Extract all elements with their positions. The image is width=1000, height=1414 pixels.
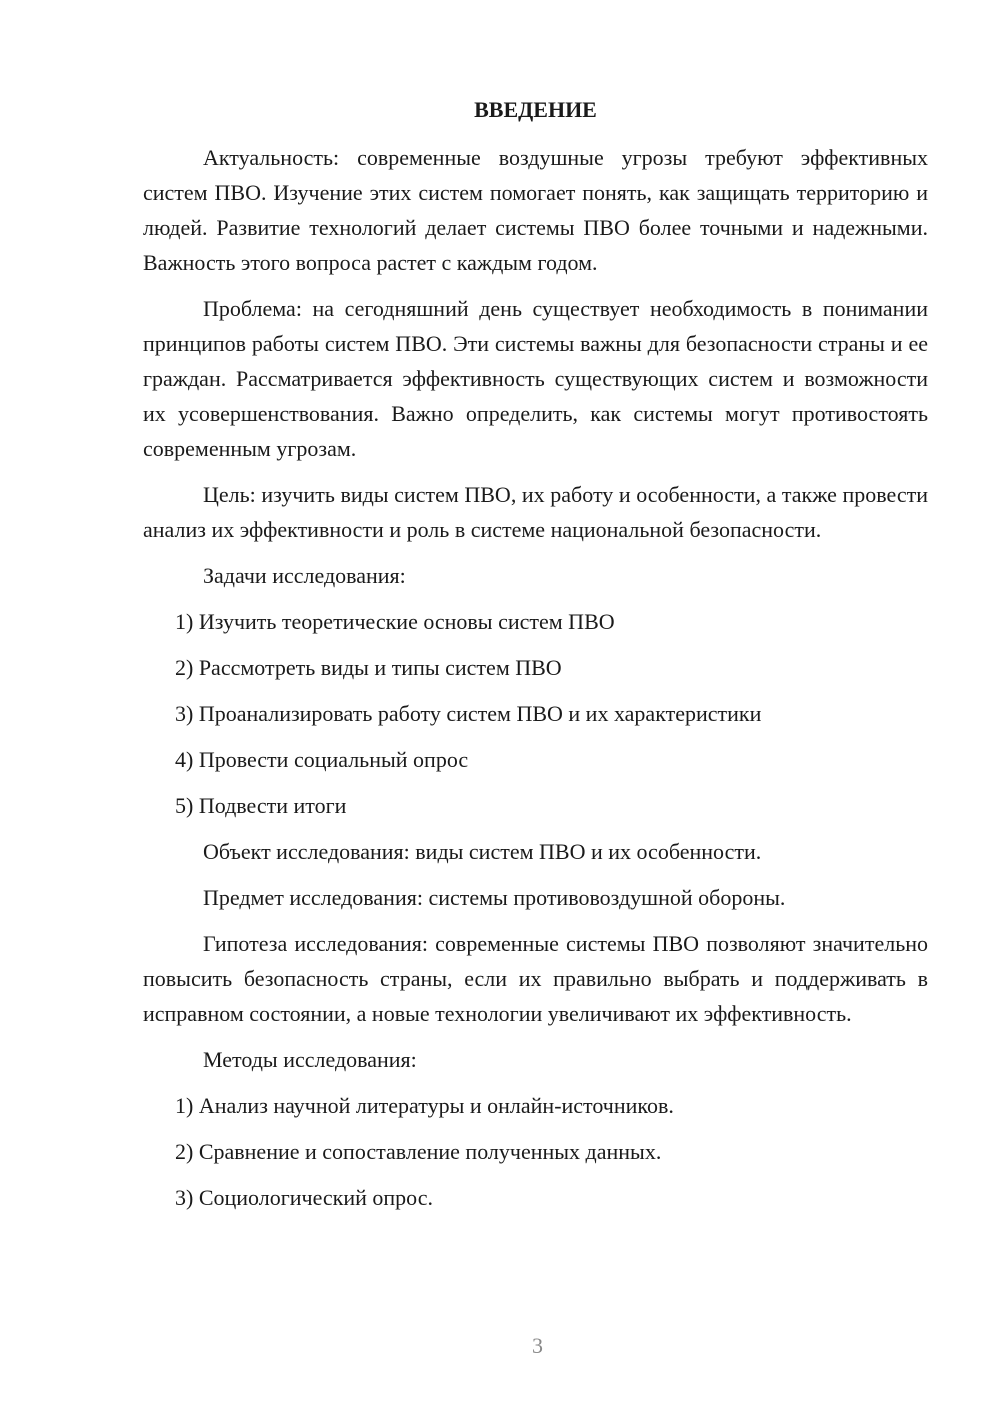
task-item: 4) Провести социальный опрос bbox=[175, 747, 469, 772]
task-item: 2) Рассмотреть виды и типы систем ПВО bbox=[175, 655, 562, 680]
task-item: 3) Проанализировать работу систем ПВО и их характеристики bbox=[175, 701, 762, 726]
goal-paragraph: Цель: изучить виды систем ПВО, их работу и особенности, а также провести анализ их эффективности и роль в системе национальной безопасности. bbox=[143, 482, 928, 542]
task-item: 5) Подвести итоги bbox=[175, 793, 347, 818]
methods-list bbox=[143, 1088, 928, 1215]
subject-paragraph: Предмет исследования: системы противовоздушной обороны. bbox=[203, 885, 786, 910]
document-page bbox=[143, 92, 928, 1226]
relevance-paragraph: Актуальность: современные воздушные угрозы требуют эффективных систем ПВО. Изучение этих систем помогает понять, как защищать территорию и людей. Развитие технологий делает системы ПВО более точными и надежными. Важность этого вопроса растет с каждым годом. bbox=[143, 145, 928, 275]
page-number: 3 bbox=[532, 1333, 543, 1358]
tasks-list bbox=[143, 604, 928, 823]
problem-paragraph: Проблема: на сегодняшний день существует необходимость в понимании принципов работы систем ПВО. Эти системы важны для безопасности страны и ее граждан. Рассматривается эффективность существующих систем и возможности их усовершенствования. Важно определить, как системы могут противостоять современным угрозам. bbox=[143, 296, 928, 461]
section-title: ВВЕДЕНИЕ bbox=[474, 97, 597, 122]
task-item: 1) Изучить теоретические основы систем ПВО bbox=[175, 609, 615, 634]
tasks-heading: Задачи исследования: bbox=[203, 563, 406, 588]
methods-heading: Методы исследования: bbox=[203, 1047, 417, 1072]
method-item: 3) Социологический опрос. bbox=[175, 1185, 433, 1210]
object-paragraph: Объект исследования: виды систем ПВО и их особенности. bbox=[203, 839, 762, 864]
hypothesis-paragraph: Гипотеза исследования: современные системы ПВО позволяют значительно повысить безопасность страны, если их правильно выбрать и поддерживать в исправном состоянии, а новые технологии увеличивают их эффективность. bbox=[143, 931, 928, 1026]
method-item: 2) Сравнение и сопоставление полученных данных. bbox=[175, 1139, 662, 1164]
method-item: 1) Анализ научной литературы и онлайн-источников. bbox=[175, 1093, 674, 1118]
